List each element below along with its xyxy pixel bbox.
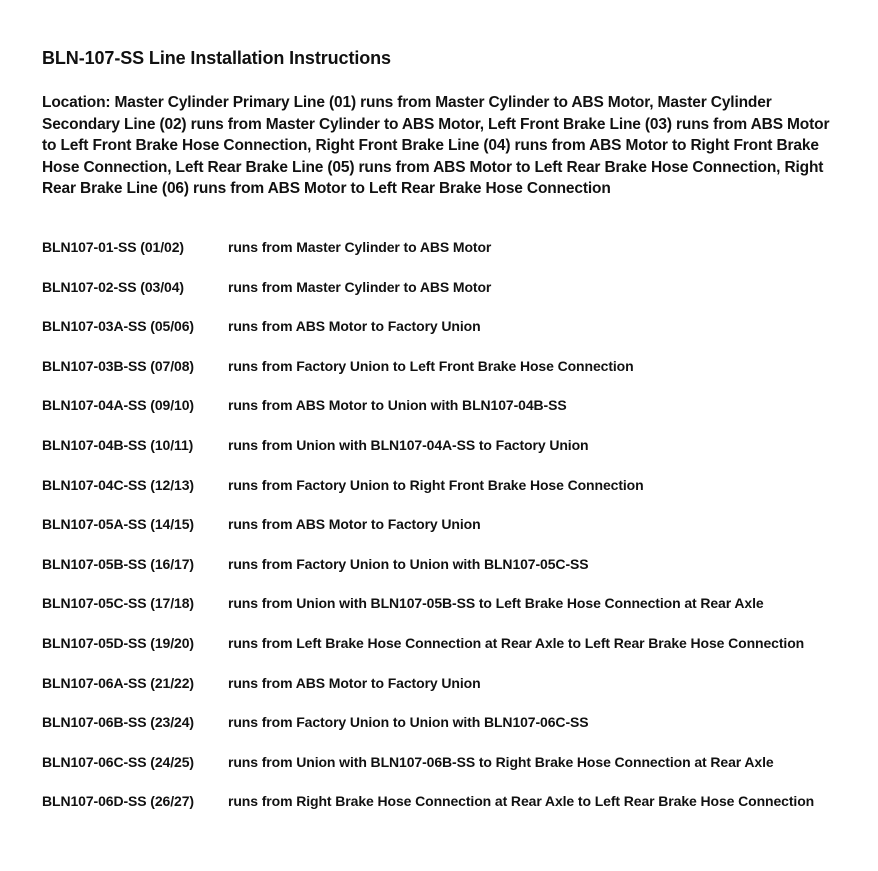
part-description: runs from Factory Union to Right Front Brake Hose Connection (228, 476, 644, 493)
part-number: BLN107-03A-SS (05/06) (42, 318, 194, 335)
parts-list (42, 239, 842, 833)
part-row (42, 239, 842, 279)
part-description: runs from Master Cylinder to ABS Motor (228, 239, 492, 255)
part-description: runs from Union with BLN107-06B-SS to Right Brake Hose Connection at Rear Axle (228, 753, 774, 770)
part-description: runs from Union with BLN107-04A-SS to Factory Union (228, 436, 589, 453)
part-row (42, 397, 842, 437)
part-number: BLN107-05A-SS (14/15) (42, 516, 194, 533)
document-title: BLN-107-SS Line Installation Instructions (42, 48, 391, 68)
part-number: BLN107-03B-SS (07/08) (42, 357, 194, 374)
location-paragraph: Location: Master Cylinder Primary Line (01) runs from Master Cylinder to ABS Motor, Master Cylinder Secondary Line (02) runs from Master Cylinder to ABS Motor, Left Front Brake Line (03) runs from ABS Motor to Left Front Brake Hose Connection, Right Front Brake Line (04) runs from ABS Motor to Right Front Brake Hose Connection, Left Rear Brake Line (05) runs from ABS Motor to Left Rear Brake Hose Connection, Right Rear Brake Line (06) runs from ABS Motor to Left Rear Brake Hose Connection (42, 94, 830, 198)
part-row (42, 635, 842, 675)
part-description: runs from Right Brake Hose Connection at Rear Axle to Left Rear Brake Hose Connection (228, 793, 815, 810)
part-description: runs from Union with BLN107-05B-SS to Left Brake Hose Connection at Rear Axle (228, 595, 764, 612)
part-row (42, 754, 842, 794)
part-row (42, 358, 842, 398)
part-description: runs from ABS Motor to Union with BLN107-04B-SS (228, 397, 567, 414)
part-row (42, 516, 842, 556)
part-row (42, 477, 842, 517)
part-description: runs from ABS Motor to Factory Union (228, 318, 481, 335)
part-row (42, 793, 842, 833)
part-description: runs from Factory Union to Union with BLN107-05C-SS (228, 555, 589, 572)
part-description: runs from Left Brake Hose Connection at Rear Axle to Left Rear Brake Hose Connection (228, 634, 805, 651)
part-description: runs from Factory Union to Left Front Brake Hose Connection (228, 357, 634, 374)
part-number: BLN107-06A-SS (21/22) (42, 674, 194, 691)
part-number: BLN107-06B-SS (23/24) (42, 714, 194, 731)
part-row (42, 714, 842, 754)
part-number: BLN107-01-SS (01/02) (42, 239, 184, 255)
part-description: runs from Master Cylinder to ABS Motor (228, 278, 492, 295)
part-number: BLN107-05C-SS (17/18) (42, 595, 194, 612)
part-number: BLN107-06C-SS (24/25) (42, 753, 194, 770)
part-description: runs from Factory Union to Union with BLN107-06C-SS (228, 714, 589, 731)
part-number: BLN107-04C-SS (12/13) (42, 476, 194, 493)
part-row (42, 318, 842, 358)
part-row (42, 437, 842, 477)
part-row (42, 279, 842, 319)
part-row (42, 595, 842, 635)
part-number: BLN107-05D-SS (19/20) (42, 634, 194, 651)
part-row (42, 556, 842, 596)
part-number: BLN107-04A-SS (09/10) (42, 397, 194, 414)
part-description: runs from ABS Motor to Factory Union (228, 674, 481, 691)
part-description: runs from ABS Motor to Factory Union (228, 516, 481, 533)
part-number: BLN107-04B-SS (10/11) (42, 436, 194, 453)
part-number: BLN107-06D-SS (26/27) (42, 793, 194, 810)
part-number: BLN107-02-SS (03/04) (42, 278, 184, 295)
part-row (42, 675, 842, 715)
part-number: BLN107-05B-SS (16/17) (42, 555, 194, 572)
